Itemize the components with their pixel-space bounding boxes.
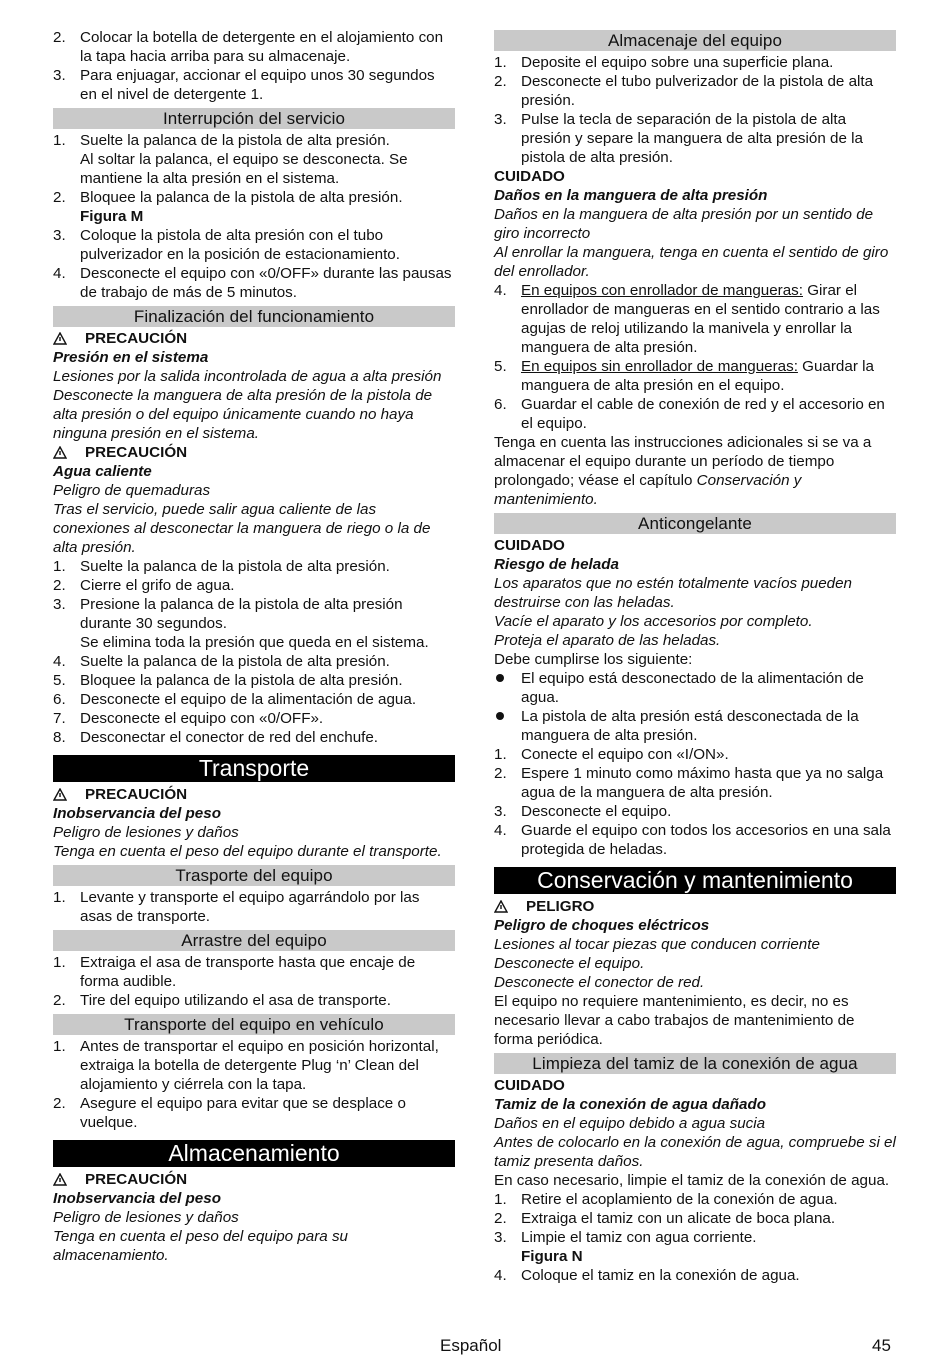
caution-label: CUIDADO	[494, 1077, 565, 1094]
warning-label: PRECAUCIÓN	[53, 329, 455, 348]
bullet-item: La pistola de alta presión está desconectada de la manguera de alta presión.	[494, 707, 896, 745]
caution-heading: Riesgo de helada	[494, 556, 619, 573]
section-heading-limpieza: Limpieza del tamiz de la conexión de agua	[494, 1053, 896, 1074]
page-number: 45	[872, 1336, 891, 1355]
paragraph: El equipo no requiere mantenimiento, es decir, no es necesario llevar a cabo trabajos de mantenimiento de forma periódica.	[494, 993, 855, 1048]
figure-reference: Figura M	[80, 208, 144, 225]
section-heading-anticongelante: Anticongelante	[494, 513, 896, 534]
caution-label: CUIDADO	[494, 168, 565, 185]
bullet-dot-icon	[496, 712, 504, 720]
caution-text: Daños en el equipo debido a agua sucia	[494, 1115, 766, 1132]
list-item: 4. Guarde el equipo con todos los accesorios en una sala protegida de heladas.	[494, 822, 891, 858]
list-item: 2. Tire del equipo utilizando el asa de transporte.	[53, 992, 391, 1009]
list-item: 4. Desconecte el equipo con «0/OFF» durante las pausas de trabajo de más de 5 minutos.	[53, 265, 452, 301]
bullet-item: El equipo está desconectado de la alimentación de agua.	[494, 669, 896, 707]
list-item: 5. Bloquee la palanca de la pistola de alta presión.	[53, 672, 403, 689]
warning-label: PRECAUCIÓN	[53, 1170, 455, 1189]
section-heading-interrupcion: Interrupción del servicio	[53, 108, 455, 129]
caution-text: Proteja el aparato de las heladas.	[494, 632, 721, 649]
list-item: 1. Retire el acoplamiento de la conexión de agua.	[494, 1191, 838, 1208]
section-heading-transporte-vehiculo: Transporte del equipo en vehículo	[53, 1014, 455, 1035]
warning-heading: Inobservancia del peso	[53, 1190, 221, 1207]
chapter-heading-almacenamiento: Almacenamiento	[53, 1140, 455, 1167]
list-item: 5. En equipos sin enrollador de mangueras: Guardar la manguera de alta presión en el equipo.	[494, 358, 874, 394]
warning-triangle-icon	[494, 900, 508, 913]
list-item: 2. Colocar la botella de detergente en el alojamiento con la tapa hacia arriba para su almacenaje.	[53, 29, 444, 65]
warning-text: Peligro de lesiones y daños	[53, 1209, 239, 1226]
list-item: 3. Presione la palanca de la pistola de alta presión durante 30 segundos.	[53, 596, 403, 632]
list-item: 2. Extraiga el tamiz con un alicate de boca plana.	[494, 1210, 836, 1227]
warning-text: Desconecte el conector de red.	[494, 974, 705, 991]
list-item: 4. En equipos con enrollador de mangueras: Girar el enrollador de mangueras en el sentido contrario a las agujas de reloj utilizando la manivela y enrollar la manguera de alta presión.	[494, 282, 880, 356]
warning-heading: Peligro de choques eléctricos	[494, 917, 710, 934]
warning-label: PRECAUCIÓN	[53, 443, 455, 462]
list-item: 3. Para enjuagar, accionar el equipo unos 30 segundos en el nivel de detergente 1.	[53, 67, 435, 103]
warning-text: Tras el servicio, puede salir agua caliente de las conexiones al desconectar la manguera de riego o la de alta presión.	[53, 501, 431, 556]
list-item: 4. Coloque el tamiz en la conexión de agua.	[494, 1267, 800, 1284]
warning-text: Tenga en cuenta el peso del equipo para su almacenamiento.	[53, 1228, 348, 1264]
section-heading-finalizacion: Finalización del funcionamiento	[53, 306, 455, 327]
paragraph: Tenga en cuenta las instrucciones adicionales si se va a almacenar el equipo durante un período de tiempo prolongado; véase el capítulo Conservación y mantenimiento.	[494, 434, 872, 508]
warning-triangle-icon	[53, 446, 67, 459]
list-item: 7. Desconecte el equipo con «0/OFF».	[53, 710, 324, 727]
figure-reference: Figura N	[521, 1248, 583, 1265]
list-item: 3. Desconecte el equipo.	[494, 803, 672, 820]
list-item-continuation: Se elimina toda la presión que queda en el sistema.	[80, 634, 429, 651]
list-item: 3. Coloque la pistola de alta presión con el tubo pulverizador en la posición de estacionamiento.	[53, 227, 400, 263]
list-item: 2. Asegure el equipo para evitar que se desplace o vuelque.	[53, 1095, 406, 1131]
list-item: 2. Cierre el grifo de agua.	[53, 577, 235, 594]
caution-text: Vacíe el aparato y los accesorios por completo.	[494, 613, 813, 630]
caution-text: Al enrollar la manguera, tenga en cuenta el sentido de giro del enrollador.	[494, 244, 889, 280]
underlined-text: En equipos sin enrollador de mangueras:	[521, 358, 798, 375]
section-heading-trasporte-equipo: Trasporte del equipo	[53, 865, 455, 886]
warning-heading: Agua caliente	[53, 463, 152, 480]
list-item: 3. Limpie el tamiz con agua corriente.	[494, 1229, 757, 1246]
left-column	[53, 28, 455, 1265]
list-item: 3. Pulse la tecla de separación de la pistola de alta presión y separe la manguera de alta presión de la pistola de alta presión.	[494, 111, 863, 166]
list-item: 8. Desconectar el conector de red del enchufe.	[53, 729, 379, 746]
paragraph: En caso necesario, limpie el tamiz de la conexión de agua.	[494, 1172, 890, 1189]
list-item: 1. Antes de transportar el equipo en posición horizontal, extraiga la botella de detergente Plug ‘n’ Clean del alojamiento y ciérrela con la tapa.	[53, 1038, 439, 1093]
warning-text: Tenga en cuenta el peso del equipo durante el transporte.	[53, 843, 442, 860]
warning-triangle-icon	[53, 788, 67, 801]
list-item: 1. Conecte el equipo con «I/ON».	[494, 746, 729, 763]
list-item: 2. Desconecte el tubo pulverizador de la pistola de alta presión.	[494, 73, 874, 109]
caution-heading: Daños en la manguera de alta presión	[494, 187, 768, 204]
caution-text: Los aparatos que no estén totalmente vacíos pueden destruirse con las heladas.	[494, 575, 853, 611]
warning-triangle-icon	[53, 1173, 67, 1186]
underlined-text: En equipos con enrollador de mangueras:	[521, 282, 803, 299]
caution-label: CUIDADO	[494, 537, 565, 554]
warning-text: Peligro de lesiones y daños	[53, 824, 239, 841]
list-item: 6. Desconecte el equipo de la alimentación de agua.	[53, 691, 417, 708]
warning-triangle-icon	[53, 332, 67, 345]
footer-language: Español	[440, 1336, 502, 1355]
list-item: 1. Deposite el equipo sobre una superficie plana.	[494, 54, 834, 71]
list-item: 1. Suelte la palanca de la pistola de alta presión.	[53, 558, 390, 575]
list-item-continuation: Al soltar la palanca, el equipo se desconecta. Se mantiene la alta presión en el sistema.	[80, 151, 408, 187]
warning-heading: Presión en el sistema	[53, 349, 209, 366]
chapter-heading-conservacion: Conservación y mantenimiento	[494, 867, 896, 894]
list-item: 2. Bloquee la palanca de la pistola de alta presión.	[53, 189, 403, 206]
warning-label: PRECAUCIÓN	[53, 785, 455, 804]
paragraph: Debe cumplirse los siguiente:	[494, 651, 693, 668]
bullet-dot-icon	[496, 674, 504, 682]
warning-text: Lesiones al tocar piezas que conducen corriente	[494, 936, 820, 953]
warning-text: Peligro de quemaduras	[53, 482, 211, 499]
list-item: 4. Suelte la palanca de la pistola de alta presión.	[53, 653, 390, 670]
caution-heading: Tamiz de la conexión de agua dañado	[494, 1096, 767, 1113]
warning-text: Lesiones por la salida incontrolada de agua a alta presión	[53, 368, 442, 385]
list-item: 1. Extraiga el asa de transporte hasta que encaje de forma audible.	[53, 954, 416, 990]
warning-text: Desconecte el equipo.	[494, 955, 645, 972]
chapter-heading-transporte: Transporte	[53, 755, 455, 782]
warning-label: PELIGRO	[494, 897, 896, 916]
list-item: 1. Levante y transporte el equipo agarrándolo por las asas de transporte.	[53, 889, 420, 925]
section-heading-almacenaje: Almacenaje del equipo	[494, 30, 896, 51]
section-heading-arrastre: Arrastre del equipo	[53, 930, 455, 951]
caution-text: Antes de colocarlo en la conexión de agua, compruebe si el tamiz presenta daños.	[494, 1134, 896, 1170]
warning-heading: Inobservancia del peso	[53, 805, 221, 822]
list-item: 6. Guardar el cable de conexión de red y el accesorio en el equipo.	[494, 396, 885, 432]
chapter-reference: Conservación y mantenimiento.	[494, 472, 802, 508]
warning-text: Desconecte la manguera de alta presión de la pistola de alta presión o del equipo únicamente cuando no haya ninguna presión en el sistema.	[53, 387, 433, 442]
right-column	[494, 28, 896, 1285]
list-item: 1. Suelte la palanca de la pistola de alta presión.	[53, 132, 390, 149]
caution-text: Daños en la manguera de alta presión por un sentido de giro incorrecto	[494, 206, 874, 242]
list-item: 2. Espere 1 minuto como máximo hasta que ya no salga agua de la manguera de alta presión.	[494, 765, 884, 801]
